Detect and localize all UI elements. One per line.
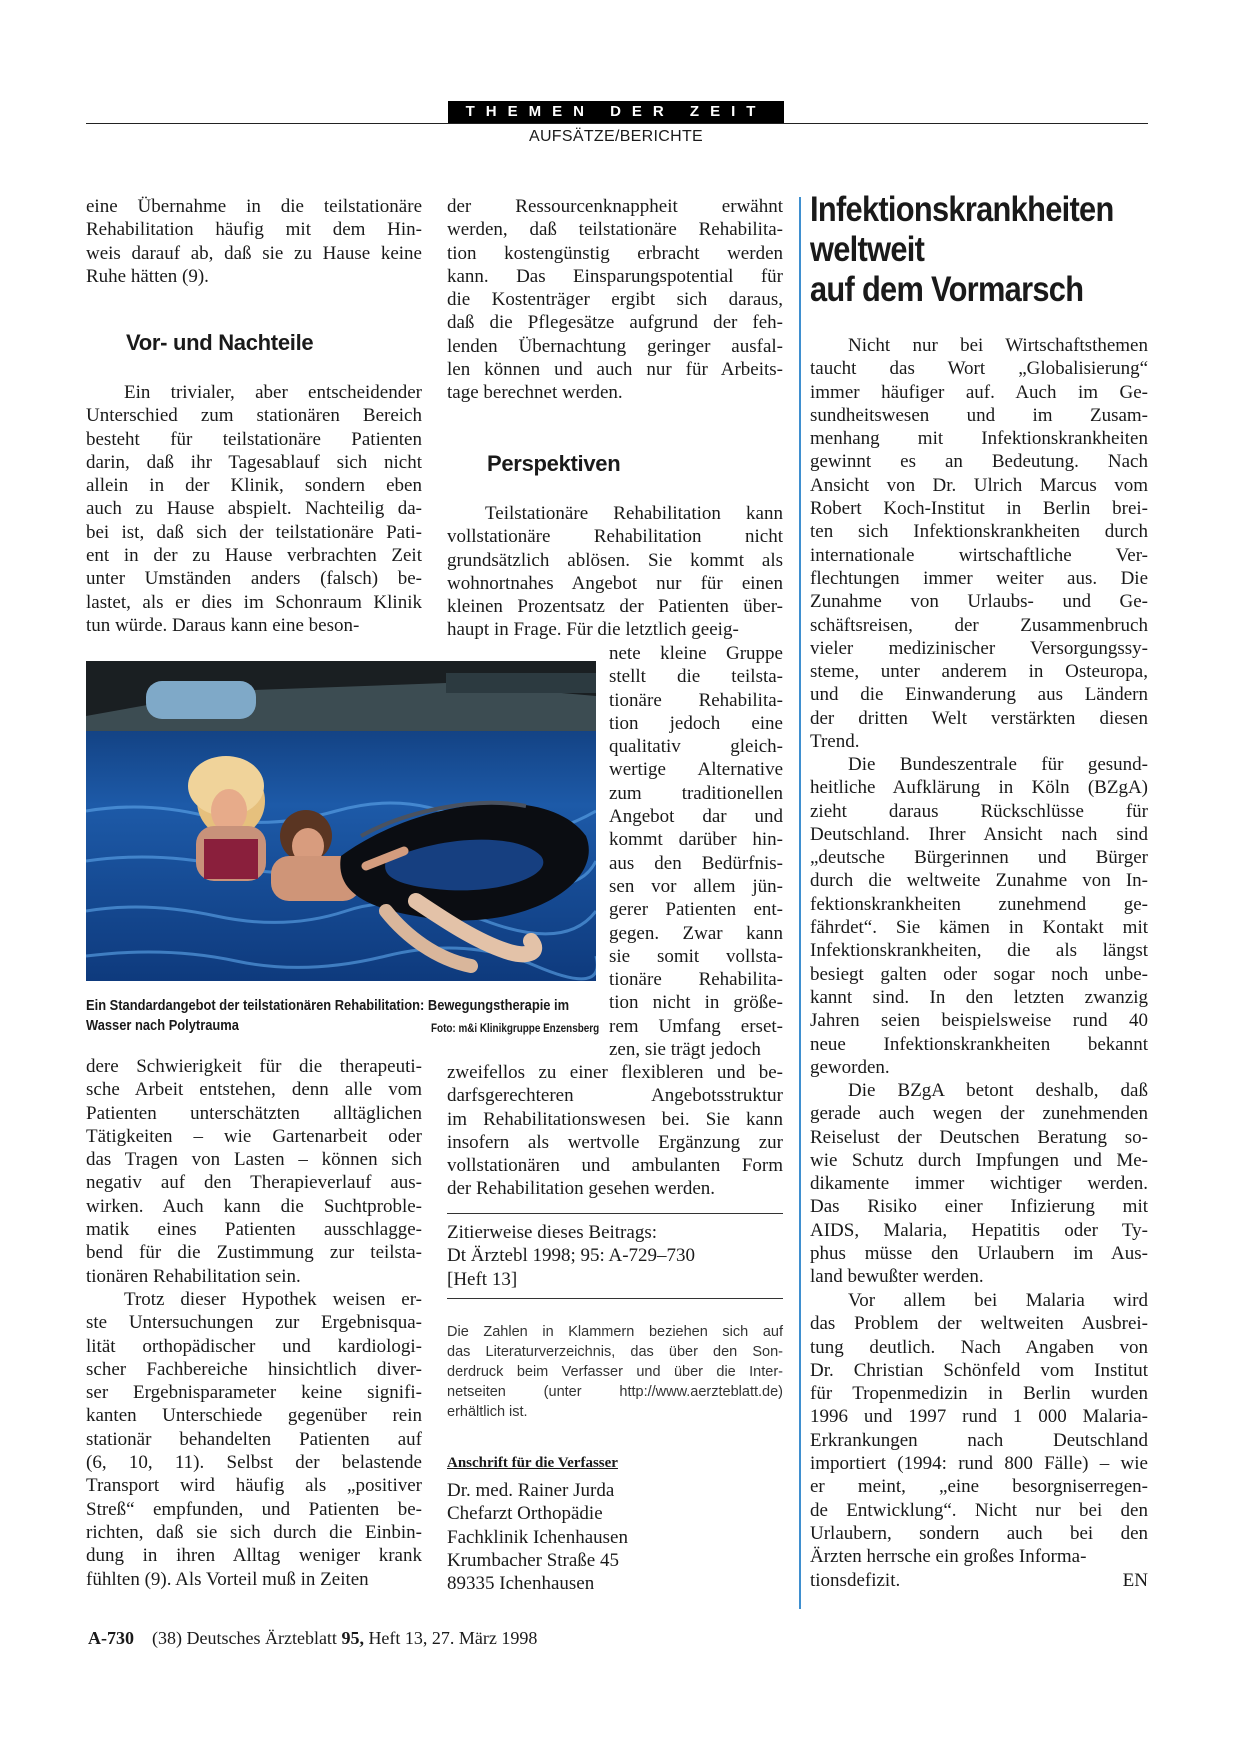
text-line: Dt Ärztebl 1998; 95: A-729–730 — [447, 1245, 696, 1267]
text-line: 89335 Ichenhausen — [447, 1573, 595, 1595]
text-line: auch zu Hause abspielt. Nachteilig da- — [86, 498, 422, 520]
page-number: A-730 — [88, 1628, 134, 1648]
text-line: Jahren seien beispielsweise rund 40 — [810, 1010, 1148, 1032]
subsection-label: AUFSÄTZE/BERICHTE — [528, 128, 703, 145]
volume-number: 95, — [341, 1628, 364, 1648]
sidebar-divider — [799, 197, 801, 1609]
text-line: matik eines Patienten ausschlagge- — [86, 1219, 422, 1241]
col1-paragraph-3 — [86, 1055, 422, 1288]
col2-paragraph-2-narrow — [609, 642, 783, 1061]
col3-last-line — [810, 1569, 1148, 1592]
text-line: tage berechnet werden. — [447, 382, 623, 404]
text-line: gegen. Zwar kann — [609, 922, 783, 944]
text-line: taucht das Wort „Globalisierung“ — [810, 358, 1148, 380]
text-line: vollstationäre Rehabilitation nicht — [447, 526, 783, 548]
text-line: das Tragen von Lasten – können sich — [86, 1149, 422, 1171]
text-line: Ärzten herrsche ein großes Informa- — [810, 1546, 1087, 1568]
text-line: Transport wird häufig als „positiver — [86, 1475, 422, 1497]
text-line: Zunahme von Urlaubs- und Ge- — [810, 591, 1148, 613]
text-line: haupt in Frage. Für die letztlich geeig- — [447, 619, 739, 641]
text-line: importiert (1994: rund 800 Fälle) – wie — [810, 1453, 1148, 1475]
text-line: wie Schutz durch Impfungen und Me- — [810, 1149, 1148, 1171]
text-line: scher Fachbereiche hinsichtlich diver- — [86, 1358, 422, 1380]
col2-heading: Perspektiven — [487, 451, 621, 476]
text-line: lenden Übernachtung geringer ausfal- — [447, 335, 783, 357]
section-banner: THEMEN DER ZEIT — [448, 101, 784, 123]
text-line: unter Umständen anders (falsch) be- — [86, 568, 422, 590]
text-line: wertige Alternative — [609, 759, 783, 781]
text-line: Trotz dieser Hypothek weisen er- — [124, 1289, 422, 1310]
text-line: durch die weltweite Zunahme von In- — [810, 870, 1148, 892]
page-footer — [88, 1628, 537, 1649]
photo-caption-line-2: Wasser nach Polytrauma — [86, 1017, 239, 1034]
text-line: Urlaubern, sondern auch bei den — [810, 1522, 1148, 1544]
text-line: eine Übernahme in die teilstationäre — [86, 196, 422, 217]
author-signature: EN — [1122, 1570, 1148, 1591]
text-line: Chefarzt Orthopädie — [447, 1503, 603, 1525]
text-line: dikamente immer wichtiger werden. — [810, 1173, 1148, 1195]
text-line: (6, 10, 11). Selbst der belastende — [86, 1452, 422, 1474]
sidebar-article-title — [810, 190, 1114, 310]
text-line: das Literaturverzeichnis, das über den Son- — [447, 1344, 783, 1360]
text-line: netseiten (unter http://www.aerzteblatt.de) — [447, 1384, 783, 1400]
text-line: AIDS, Malaria, Hepatitis oder Ty- — [810, 1219, 1148, 1241]
text-line: negativ auf den Therapieverlauf aus- — [86, 1172, 422, 1194]
col1-heading: Vor- und Nachteile — [126, 330, 314, 355]
citation-bottom-rule — [447, 1298, 783, 1299]
col3-paragraph-4 — [810, 1289, 1148, 1569]
citation-top-rule — [447, 1213, 783, 1214]
text-line: Infektionskrankheiten, die als längst — [810, 940, 1148, 962]
text-line: Ruhe hätten (9). — [86, 265, 209, 287]
text-line: ste Untersuchungen zur Ergebnisqua- — [86, 1312, 422, 1334]
text-line: gerer Patienten ent- — [609, 899, 783, 921]
text-line: vieler medizinischer Versorgungssy- — [810, 637, 1148, 659]
text-line: Krumbacher Straße 45 — [447, 1549, 619, 1571]
text-line: Ein trivialer, aber entscheidender — [124, 382, 422, 403]
text-line: fährdet“. Sie kämen in Kontakt mit — [810, 917, 1148, 939]
text-line: „deutsche Bürgerinnen und Bürger — [810, 847, 1148, 869]
text-line: wohnortnahes Angebot nur für einen — [447, 572, 783, 594]
col2-paragraph-2-wide — [447, 502, 783, 642]
text-line: Infektionskrankheiten — [810, 190, 1114, 229]
text-line: werden, daß teilstationäre Rehabilita- — [447, 219, 783, 241]
text-line: und die Einwanderung aus Ländern — [810, 684, 1148, 706]
text-line: Die Zahlen in Klammern beziehen sich auf — [447, 1324, 783, 1340]
text-line: wirken. Auch kann die Suchtproble- — [86, 1195, 422, 1217]
text-line: insofern als wertvolle Ergänzung zur — [447, 1131, 783, 1153]
text-line: aus den Bedürfnis- — [609, 852, 783, 874]
text-line: stationär behandelten Patienten auf — [86, 1428, 422, 1450]
photo-caption-line-1: Ein Standardangebot der teilstationären Rehabilitation: Bewegungstherapie im — [86, 997, 570, 1014]
text-line: Tätigkeiten – wie Gartenarbeit oder — [86, 1125, 422, 1147]
text-line: lität orthopädischer und kardiologi- — [86, 1335, 422, 1357]
text-line: len können und auch nur für Arbeits- — [447, 359, 783, 381]
header-rule — [86, 123, 1148, 124]
issue-date: Heft 13, 27. März 1998 — [368, 1628, 538, 1648]
col2-paragraph-2-rest — [447, 1061, 783, 1201]
text-line: tun würde. Daraus kann eine beson- — [86, 614, 360, 636]
text-line: richten, daß sie sich durch die Einbin- — [86, 1521, 422, 1543]
text-line: Das Risiko einer Infizierung mit — [810, 1196, 1148, 1218]
text-line: Die BZgA betont deshalb, daß — [848, 1080, 1148, 1101]
text-line: für Tropenmedizin in Berlin wurden — [810, 1383, 1148, 1405]
author-address — [447, 1479, 783, 1595]
text-line: Vor allem bei Malaria wird — [848, 1290, 1148, 1311]
col3-last-line-text: tionsdefizit. — [810, 1570, 901, 1591]
text-line: tion kostengünstig erbracht werden — [447, 242, 783, 264]
col2-paragraph-1 — [447, 195, 783, 405]
text-line: nete kleine Gruppe — [609, 643, 783, 664]
text-line: Rehabilitation häufig mit dem Hin- — [86, 219, 422, 241]
text-line: steme, unter anderem in Osteuropa, — [810, 661, 1148, 683]
text-line: vollstationären und ambulanten Form — [447, 1155, 783, 1177]
text-line: kleinen Prozentsatz der Patienten über- — [447, 596, 783, 618]
text-line: allein in der Klinik, sondern eben — [86, 475, 422, 497]
text-line: der dritten Welt verstärkten diesen — [810, 707, 1148, 729]
text-line: neue Infektionskrankheiten bekannt — [810, 1033, 1148, 1055]
text-line: darin, daß ihr Tagesablauf sich nicht — [86, 451, 422, 473]
text-line: heitliche Aufklärung in Köln (BZgA) — [810, 777, 1148, 799]
text-line: ent in der zu Hause verbrachten Zeit — [86, 545, 422, 567]
photo-credit: Foto: m&i Klinikgruppe Enzensberg — [431, 1023, 600, 1035]
text-line: flechtungen immer weiter aus. Die — [810, 567, 1148, 589]
text-line: ser Ergebnisparameter keine signifi- — [86, 1382, 422, 1404]
text-line: schäftsreisen, der Zusammenbruch — [810, 614, 1148, 636]
text-line: Zitierweise dieses Beitrags: — [447, 1222, 657, 1243]
pool-therapy-photo — [86, 661, 596, 981]
text-line: Nicht nur bei Wirtschaftsthemen — [848, 335, 1148, 356]
text-line: bend für die Zustimmung zur teilsta- — [86, 1242, 422, 1264]
text-line: grundsätzlich ablösen. Sie kommt als — [447, 549, 783, 571]
text-line: zieht daraus Rückschlüsse für — [810, 800, 1148, 822]
text-line: tion jedoch eine — [609, 712, 783, 734]
text-line: tion nicht in größe- — [609, 992, 783, 1014]
text-line: derdruck beim Verfasser und über die Inter- — [447, 1364, 783, 1380]
text-line: dere Schwierigkeit für die therapeuti- — [86, 1056, 422, 1077]
text-line: Trend. — [810, 731, 860, 753]
text-line: zen, sie trägt jedoch — [609, 1039, 761, 1061]
text-line: Deutschland. Ihrer Ansicht nach sind — [810, 823, 1148, 845]
text-line: zum traditionellen — [609, 782, 783, 804]
text-line: das Problem der weltweiten Ausbrei- — [810, 1313, 1148, 1335]
text-line: dung in ihren Alltag weniger krank — [86, 1545, 422, 1567]
text-line: fühlten (9). Als Vorteil muß in Zeiten — [86, 1568, 369, 1590]
text-line: besteht für teilstationäre Patienten — [86, 428, 422, 450]
references-note — [447, 1322, 783, 1422]
text-line: lastet, als er dies im Schonraum Klinik — [86, 591, 422, 613]
text-line: immer häufiger auf. Auch im Ge- — [810, 381, 1148, 403]
text-line: erhältlich ist. — [447, 1404, 528, 1420]
text-line: Erkrankungen nach Deutschland — [810, 1429, 1148, 1451]
text-line: sie somit vollsta- — [609, 945, 783, 967]
text-line: darfsgerechteren Angebotsstruktur — [447, 1085, 783, 1107]
col3-paragraph-3 — [810, 1079, 1148, 1289]
text-line: gerade auch wegen der zunehmenden — [810, 1103, 1148, 1125]
text-line: 1996 und 1997 rund 1 000 Malaria- — [810, 1406, 1148, 1428]
citation-block — [447, 1221, 783, 1291]
address-heading: Anschrift für die Verfasser — [447, 1455, 618, 1471]
text-line: Fachklinik Ichenhausen — [447, 1526, 628, 1548]
text-line: Die Bundeszentrale für gesund- — [848, 754, 1148, 775]
text-line: weltweit — [810, 230, 925, 269]
text-line: im Rehabilitationswesen bei. Sie kann — [447, 1108, 783, 1130]
journal-name: (38) Deutsches Ärzteblatt — [152, 1628, 337, 1648]
col1-paragraph-2 — [86, 381, 422, 637]
text-line: Ansicht von Dr. Ulrich Marcus vom — [810, 474, 1148, 496]
text-line: menhang mit Infektionskrankheiten — [810, 428, 1148, 450]
text-line: daß die Pflegesätze aufgrund der feh- — [447, 312, 783, 334]
text-line: er meint, „eine besorgniserregen- — [810, 1476, 1148, 1498]
text-line: auf dem Vormarsch — [810, 270, 1084, 309]
text-line: kannt sind. In den letzten zwanzig — [810, 986, 1148, 1008]
text-line: kommt darüber hin- — [609, 829, 783, 851]
col1-paragraph-1 — [86, 195, 422, 288]
text-line: ten sich Infektionskrankheiten durch — [810, 521, 1148, 543]
text-line: Streß“ empfunden, und Patienten be- — [86, 1498, 422, 1520]
text-line: de Entwicklung“. Nicht nur bei den — [810, 1499, 1148, 1521]
text-line: besiegt galten oder sogar noch unbe- — [810, 963, 1148, 985]
text-line: Dr. Christian Schönfeld vom Institut — [810, 1359, 1148, 1381]
pool-therapy-image — [86, 661, 596, 981]
text-line: fektionskrankheiten zunehmend ge- — [810, 893, 1148, 915]
text-line: [Heft 13] — [447, 1268, 518, 1290]
text-line: zweifellos zu einer flexibleren und be- — [447, 1062, 783, 1083]
text-line: Patienten unterschätzten alltäglichen — [86, 1102, 422, 1124]
text-line: Reiselust der Deutschen Beratung so- — [810, 1126, 1148, 1148]
text-line: der Rehabilitation gesehen werden. — [447, 1178, 716, 1200]
text-line: kann. Das Einsparungspotential für — [447, 265, 783, 287]
text-line: der Ressourcenknappheit erwähnt — [447, 196, 783, 217]
text-line: sen vor allem jün- — [609, 875, 783, 897]
text-line: qualitativ gleich- — [609, 736, 783, 758]
text-line: weis darauf ab, daß sie zu Hause keine — [86, 242, 422, 264]
text-line: sche Arbeit entstehen, denn alle vom — [86, 1079, 422, 1101]
text-line: bei ist, daß sich der teilstationäre Pati- — [86, 521, 422, 543]
col1-paragraph-4 — [86, 1288, 422, 1591]
text-line: Unterschied zum stationären Bereich — [86, 405, 422, 427]
text-line: stellt die teilsta- — [609, 666, 783, 688]
text-line: Angebot dar und — [609, 806, 783, 828]
text-line: die Kostenträger ergibt sich daraus, — [447, 289, 783, 311]
text-line: internationale wirtschaftliche Ver- — [810, 544, 1148, 566]
text-line: sundheitswesen und im Zusam- — [810, 404, 1148, 426]
text-line: tionäre Rehabilita- — [609, 969, 783, 991]
text-line: geworden. — [810, 1056, 890, 1078]
col3-paragraph-2 — [810, 753, 1148, 1079]
text-line: tionäre Rehabilita- — [609, 689, 783, 711]
text-line: kanten Unterschiede gegenüber rein — [86, 1405, 422, 1427]
text-line: gewinnt es an Bedeutung. Nach — [810, 451, 1148, 473]
text-line: tionären Rehabilitation sein. — [86, 1265, 301, 1287]
text-line: phus müsse den Urlaubern im Aus- — [810, 1243, 1148, 1265]
text-line: rem Umfang erset- — [609, 1015, 783, 1037]
text-line: tung deutlich. Nach Angaben von — [810, 1336, 1148, 1358]
text-line: land bewußter werden. — [810, 1266, 984, 1288]
col3-paragraph-1 — [810, 334, 1148, 753]
text-line: Robert Koch-Institut in Berlin brei- — [810, 498, 1148, 520]
text-line: Dr. med. Rainer Jurda — [447, 1480, 615, 1501]
text-line: Teilstationäre Rehabilitation kann — [485, 503, 783, 524]
